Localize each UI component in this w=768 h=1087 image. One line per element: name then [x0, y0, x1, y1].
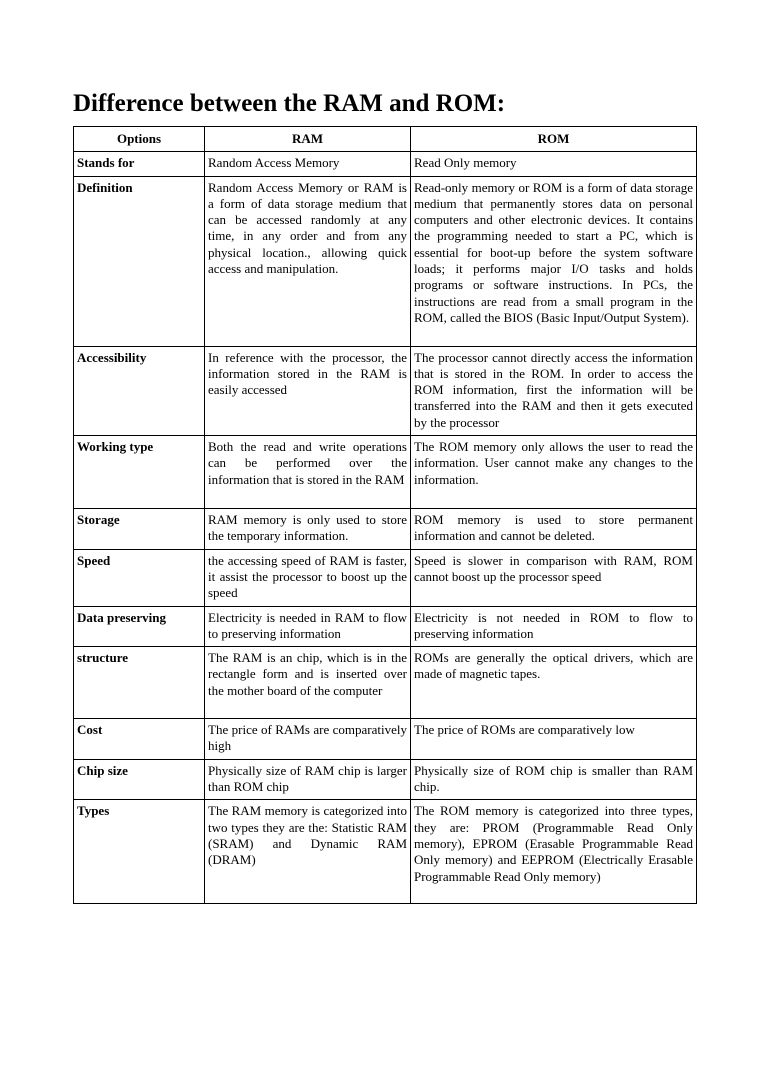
- row-ram: Both the read and write operations can be performed over the information that is stored in the RAM: [205, 436, 411, 509]
- row-rom: ROM memory is used to store permanent information and cannot be deleted.: [411, 509, 697, 550]
- table-row: [74, 759, 697, 800]
- row-option: Data preserving: [74, 606, 205, 647]
- row-rom: The processor cannot directly access the information that is stored in the ROM. In order to access the ROM information, first the information will be transferred into the RAM and then it gets executed by the processor: [411, 346, 697, 435]
- row-option: Stands for: [74, 152, 205, 176]
- row-rom: Physically size of ROM chip is smaller than RAM chip.: [411, 759, 697, 800]
- table-row: [74, 346, 697, 435]
- row-option: Speed: [74, 549, 205, 606]
- row-ram: Electricity is needed in RAM to flow to preserving information: [205, 606, 411, 647]
- header-options: Options: [74, 127, 205, 152]
- row-ram: Random Access Memory or RAM is a form of data storage medium that can be accessed randomly at any time, in any order and from any physical location., allowing quick access and manipulation.: [205, 176, 411, 346]
- row-rom: Read Only memory: [411, 152, 697, 176]
- table-row: [74, 606, 697, 647]
- row-ram: In reference with the processor, the information stored in the RAM is easily accessed: [205, 346, 411, 435]
- table-header-row: [74, 127, 697, 152]
- header-ram: RAM: [205, 127, 411, 152]
- row-ram: RAM memory is only used to store the temporary information.: [205, 509, 411, 550]
- row-ram: the accessing speed of RAM is faster, it assist the processor to boost up the speed: [205, 549, 411, 606]
- row-option: Cost: [74, 719, 205, 760]
- table-row: [74, 800, 697, 904]
- row-rom: Read-only memory or ROM is a form of data storage medium that permanently stores data on personal computers and other electronic devices. It contains the programming needed to start a PC, which is essential for boot-up before the system software loads; it performs major I/O tasks and holds programs or software instructions. In PCs, the instructions are read from a small program in the ROM, called the BIOS (Basic Input/Output System).: [411, 176, 697, 346]
- table-row: [74, 509, 697, 550]
- comparison-table: [73, 126, 697, 904]
- header-rom: ROM: [411, 127, 697, 152]
- row-option: Storage: [74, 509, 205, 550]
- row-rom: The ROM memory only allows the user to read the information. User cannot make any changes to the information.: [411, 436, 697, 509]
- row-option: Working type: [74, 436, 205, 509]
- table-row: [74, 647, 697, 719]
- row-option: Types: [74, 800, 205, 904]
- row-rom: Speed is slower in comparison with RAM, ROM cannot boost up the processor speed: [411, 549, 697, 606]
- row-option: Accessibility: [74, 346, 205, 435]
- row-rom: Electricity is not needed in ROM to flow to preserving information: [411, 606, 697, 647]
- row-option: Definition: [74, 176, 205, 346]
- table-row: [74, 152, 697, 176]
- table-row: [74, 719, 697, 760]
- row-ram: Physically size of RAM chip is larger than ROM chip: [205, 759, 411, 800]
- row-rom: The price of ROMs are comparatively low: [411, 719, 697, 760]
- table-row: [74, 436, 697, 509]
- row-rom: ROMs are generally the optical drivers, which are made of magnetic tapes.: [411, 647, 697, 719]
- row-ram: Random Access Memory: [205, 152, 411, 176]
- row-ram: The RAM is an chip, which is in the rectangle form and is inserted over the mother board of the computer: [205, 647, 411, 719]
- row-option: structure: [74, 647, 205, 719]
- row-ram: The price of RAMs are comparatively high: [205, 719, 411, 760]
- row-rom: The ROM memory is categorized into three types, they are: PROM (Programmable Read Only memory), EPROM (Erasable Programmable Read Only memory) and EEPROM (Electrically Erasable Programmable Read Only memory): [411, 800, 697, 904]
- row-option: Chip size: [74, 759, 205, 800]
- table-row: [74, 176, 697, 346]
- table-row: [74, 549, 697, 606]
- page-title: Difference between the RAM and ROM:: [73, 90, 506, 117]
- row-ram: The RAM memory is categorized into two types they are the: Statistic RAM (SRAM) and Dynamic RAM (DRAM): [205, 800, 411, 904]
